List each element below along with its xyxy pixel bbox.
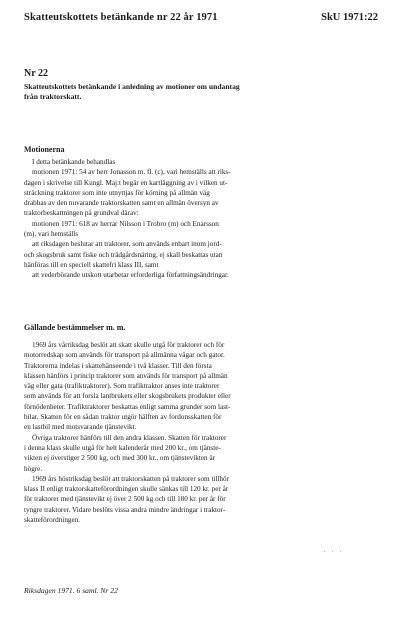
paragraph-line: klass II enligt traktorskatteförordningen skulle sänkas till 120 kr. per år — [24, 485, 229, 494]
title-line: från traktorskatt. — [24, 92, 82, 101]
paragraph-line: motionen 1971: 54 av herr Jonasson m. fl. (c), vari hemställs att riks- — [32, 168, 231, 177]
paragraph-line: i denna klass skulle utgå för helt kalenderår med 200 kr., om tjänste- — [24, 443, 221, 452]
paragraph-line: 1969 års vårriksdag beslöt att skatt skulle utgå för traktorer och för — [32, 341, 225, 349]
paragraph-line: för traktorer med tjänstevikt ej över 2 500 kg och till 180 kr. per år för — [24, 495, 226, 504]
print-specks: · · · — [323, 548, 344, 556]
paragraph-line: (m), vari hemställs — [24, 230, 79, 239]
paragraph-line: väg eller gata (trafiktraktorer). Som trafiktraktor anses inte traktorer — [24, 382, 220, 391]
paragraph-line: hänföras till en speciell skattefri klass III, samt — [24, 260, 159, 269]
paragraph-line: drabbas av den nuvarande traktorskatten samt en allmän översyn av — [24, 199, 219, 208]
title-line: Skatteutskottets betänkande i anledning av motioner om undantag — [24, 82, 240, 91]
report-title — [24, 82, 364, 102]
paragraph-line: förnödenheter. Trafiktraktorer beskattas enligt samma grunder som last- — [24, 402, 231, 411]
paragraph-line: sträckning traktorer som inte utnyttjas för körning på allmän väg — [24, 188, 210, 197]
paragraph-line: motorredskap som används för transport på allmänna vägar och gator. — [24, 351, 225, 360]
section-body-motionerna — [24, 157, 374, 281]
paragraph-line: klassen hänförs i princip traktorer som används för transport på allmän — [24, 371, 228, 380]
page-footer: Riksdagen 1971. 6 saml. Nr 22 — [24, 586, 118, 595]
paragraph-line: motionen 1971: 618 av herrar Nilsson i Trobro (m) och Enarsson — [32, 219, 219, 228]
paragraph-line: en lastbil med motsvarande tjänstevikt. — [24, 423, 137, 432]
paragraph-line: och skogsbruk samt fiske och trädgårdsnäring, ej skall beskattas utan — [24, 250, 223, 259]
paragraph-line: skatteförordningen. — [24, 516, 81, 525]
paragraph-line: tyngre traktorer. Vidare beslöts vissa andra mindre ändringar i traktor- — [24, 505, 226, 514]
paragraph-line: bilar. Skatten för en sådan traktor utgör hälften av fordonsskatten för — [24, 413, 222, 422]
header-reference: SkU 1971:22 — [321, 12, 378, 23]
paragraph-line: traktorbeskattningen på grundval därav: — [24, 209, 139, 218]
paragraph-line: som används för att forsla lantbrukets eller skogsbrukets produkter eller — [24, 392, 231, 401]
header-title: Skatteutskottets betänkande nr 22 år 1971 — [24, 12, 218, 23]
paragraph-line: att riksdagen beslutar att traktorer, som används enbart inom jord- — [32, 240, 222, 249]
paragraph-line: Traktorerna indelas i skattehänseende i två klasser. Till den första — [24, 361, 212, 370]
section-body-gallande — [24, 340, 374, 525]
paragraph-line: dagen i skrivelse till Kungl. Maj:t begär en kartläggning av i vilken ut- — [24, 178, 228, 187]
paragraph-line: att vederbörande utskott utarbetar erforderliga författningsändringar. — [32, 271, 229, 280]
paragraph-line: högre. — [24, 464, 43, 473]
section-heading-gallande: Gällande bestämmelser m. m. — [24, 323, 126, 332]
paragraph-line: Övriga traktorer hänförs till den andra klassen. Skatten för traktorer — [32, 433, 227, 442]
paragraph-line: I detta betänkande behandlas — [32, 158, 116, 166]
section-heading-motionerna: Motionerna — [24, 145, 65, 154]
report-number: Nr 22 — [24, 68, 48, 79]
paragraph-line: vikten ej överstiger 2 500 kg, och med 300 kr., om tjänstevikten är — [24, 454, 216, 463]
paragraph-line: 1969 års höstriksdag beslöt att traktorskatten på traktorer som tillhör — [32, 474, 230, 483]
